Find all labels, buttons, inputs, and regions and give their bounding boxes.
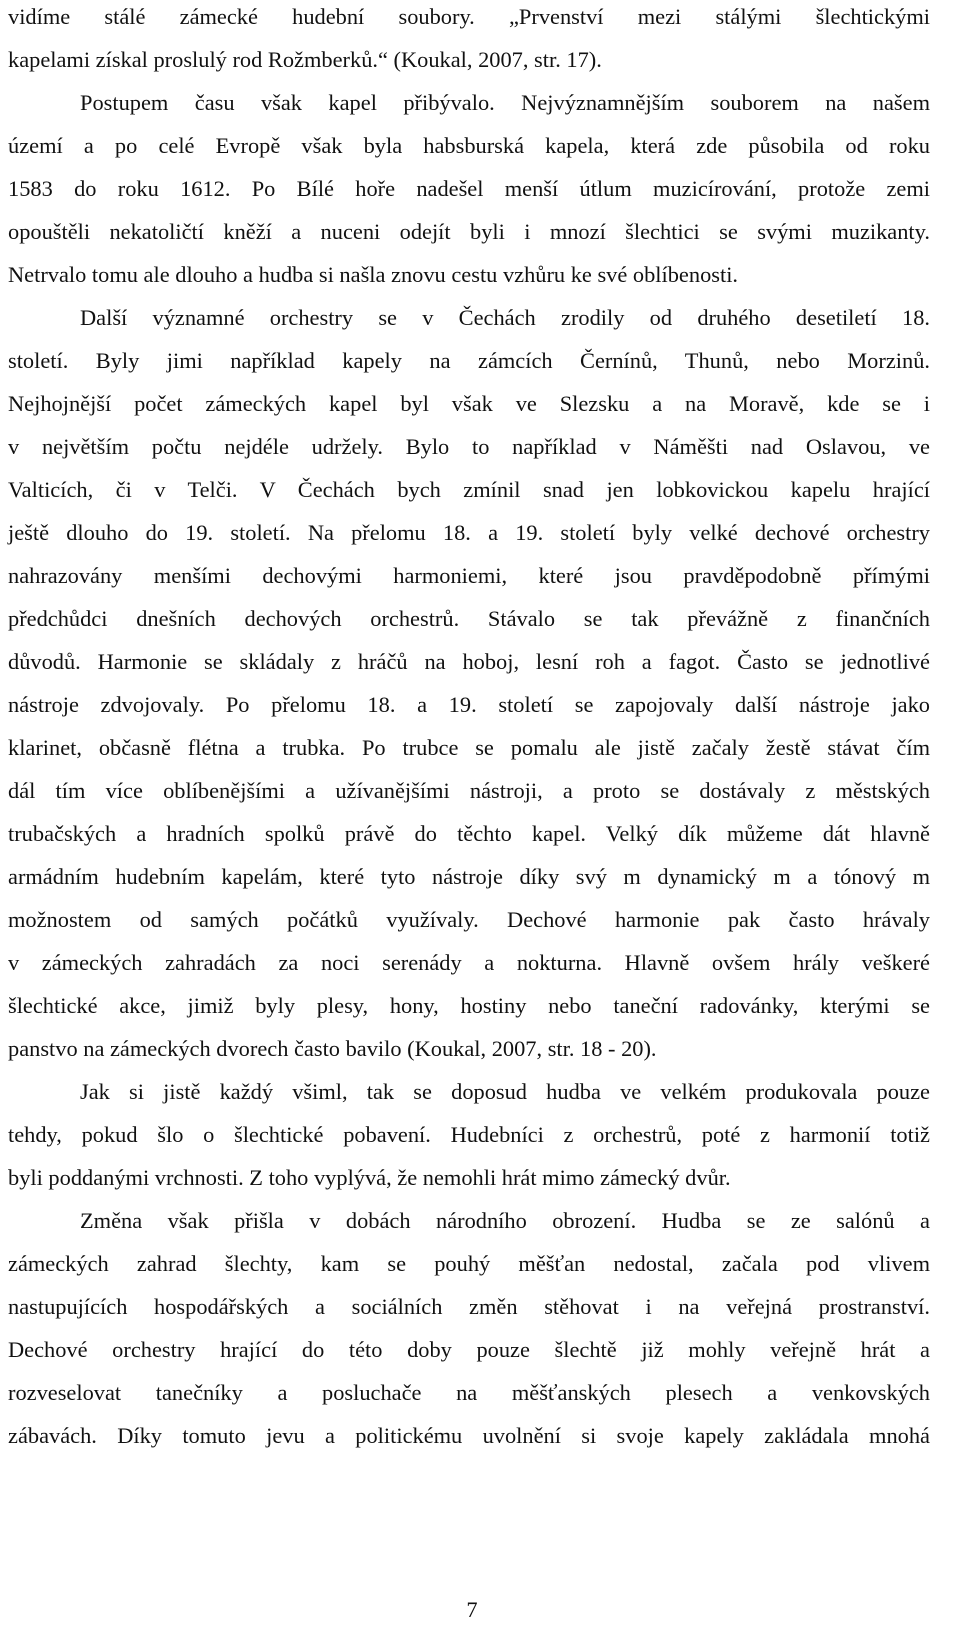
text-line-9: století. Byly jimi například kapely na zámcích Černínů, Thunů, nebo Morzinů. bbox=[8, 348, 930, 373]
paragraph-start-line: Jak si jistě každý všiml, tak se doposud hudba ve velkém produkovala pouze bbox=[80, 1079, 930, 1104]
text-line-24: šlechtické akce, jimiž byly plesy, hony, hostiny nebo taneční radovánky, kterými se bbox=[8, 993, 930, 1018]
text-line-14: nahrazovány menšími dechovými harmoniemi, které jsou pravděpodobně přímými bbox=[8, 563, 930, 588]
text-line-16: důvodů. Harmonie se skládaly z hráčů na hoboj, lesní roh a fagot. Často se jednotlivé bbox=[8, 649, 930, 674]
text-line-31: nastupujících hospodářských a sociálních změn stěhovat i na veřejná prostranství. bbox=[8, 1294, 930, 1319]
text-line-33: rozveselovat tanečníky a posluchače na měšťanských plesech a venkovských bbox=[8, 1380, 930, 1405]
text-line-15: předchůdci dnešních dechových orchestrů. Stávalo se tak převážně z finančních bbox=[8, 606, 930, 631]
text-line-27: tehdy, pokud šlo o šlechtické pobavení. Hudebníci z orchestrů, poté z harmonií totiž bbox=[8, 1122, 930, 1147]
text-line-4: území a po celé Evropě však byla habsburská kapela, která zde působila od roku bbox=[8, 133, 930, 158]
text-line-2: kapelami získal proslulý rod Rožmberků.“ (Koukal, 2007, str. 17). bbox=[8, 47, 602, 72]
text-line-12: Valticích, či v Telči. V Čechách bych zmínil snad jen lobkovickou kapelu hrající bbox=[8, 477, 930, 502]
text-line-28: byli poddanými vrchnosti. Z toho vyplývá, že nemohli hrát mimo zámecký dvůr. bbox=[8, 1165, 731, 1190]
text-line-34: zábavách. Díky tomuto jevu a politickému uvolnění si svoje kapely zakládala mnohá bbox=[8, 1423, 930, 1448]
text-line-19: dál tím více oblíbenějšími a užívanějšími nástroji, a proto se dostávaly z městských bbox=[8, 778, 930, 803]
text-line-20: trubačských a hradních spolků právě do těchto kapel. Velký dík můžeme dát hlavně bbox=[8, 821, 930, 846]
text-line-25: panstvo na zámeckých dvorech často bavilo (Koukal, 2007, str. 18 - 20). bbox=[8, 1036, 657, 1061]
text-line-5: 1583 do roku 1612. Po Bílé hoře nadešel menší útlum muzicírování, protože zemi bbox=[8, 176, 930, 201]
text-line-18: klarinet, občasně flétna a trubka. Po trubce se pomalu ale jistě začaly žestě stávat čím bbox=[8, 735, 930, 760]
paragraph-start-line: Změna však přišla v dobách národního obrození. Hudba se ze salónů a bbox=[80, 1208, 930, 1233]
text-line-7: Netrvalo tomu ale dlouho a hudba si našla znovu cestu vzhůru ke své oblíbenosti. bbox=[8, 262, 739, 287]
paragraph-start-line: Další významné orchestry se v Čechách zrodily od druhého desetiletí 18. bbox=[80, 305, 930, 330]
text-line-30: zámeckých zahrad šlechty, kam se pouhý měšťan nedostal, začala pod vlivem bbox=[8, 1251, 930, 1276]
text-line-11: v největším počtu nejdéle udržely. Bylo to například v Náměšti nad Oslavou, ve bbox=[8, 434, 930, 459]
text-line-10: Nejhojnější počet zámeckých kapel byl však ve Slezsku a na Moravě, kde se i bbox=[8, 391, 930, 416]
text-line-22: možnostem od samých počátků využívaly. Dechové harmonie pak často hrávaly bbox=[8, 907, 930, 932]
text-line-17: nástroje zdvojovaly. Po přelomu 18. a 19. století se zapojovaly další nástroje jako bbox=[8, 692, 930, 717]
text-line-1: vidíme stálé zámecké hudební soubory. „Prvenství mezi stálými šlechtickými bbox=[8, 4, 930, 29]
text-line-13: ještě dlouho do 19. století. Na přelomu 18. a 19. století byly velké dechové orchestry bbox=[8, 520, 930, 545]
text-line-6: opouštěli nekatoličtí kněží a nuceni odejít byli i mnozí šlechtici se svými muzikanty. bbox=[8, 219, 930, 244]
text-line-32: Dechové orchestry hrající do této doby pouze šlechtě již mohly veřejně hrát a bbox=[8, 1337, 930, 1362]
paragraph-start-line: Postupem času však kapel přibývalo. Nejvýznamnějším souborem na našem bbox=[80, 90, 930, 115]
page-number: 7 bbox=[466, 1597, 478, 1622]
text-line-21: armádním hudebním kapelám, které tyto nástroje díky svý m dynamický m a tónový m bbox=[8, 864, 930, 889]
text-line-23: v zámeckých zahradách za noci serenády a nokturna. Hlavně ovšem hrály veškeré bbox=[8, 950, 930, 975]
